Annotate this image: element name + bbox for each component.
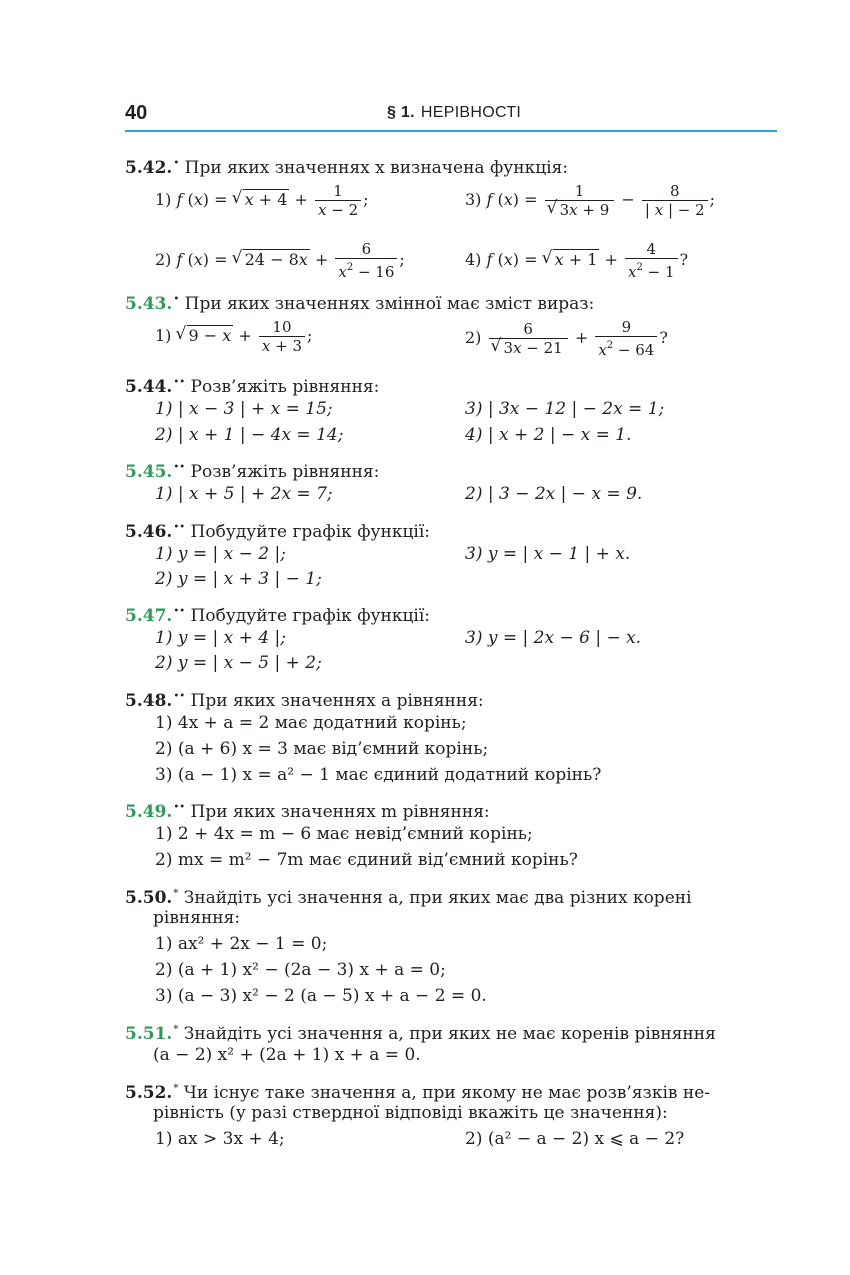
problem-5-45-heading: [125, 457, 379, 483]
problem-5-52-heading: [125, 1078, 710, 1104]
problem-text: При яких значеннях a рівняння:: [190, 691, 484, 711]
problem-text: При яких значеннях змінної має зміст вираз:: [184, 294, 595, 314]
problem-number: 5.48.: [125, 691, 173, 711]
problem-text: Побудуйте графік функції:: [190, 522, 430, 542]
problem-number: 5.45.: [125, 462, 173, 482]
page-number: 40: [125, 102, 148, 124]
problem-number: 5.42.: [125, 158, 173, 178]
problem-item: 2) (a² − a − 2) x ⩽ a − 2?: [465, 1129, 685, 1149]
problem-item: 3) (a − 3) x² − 2 (a − 5) x + a − 2 = 0.: [155, 986, 487, 1006]
difficulty-mark: ••: [173, 691, 186, 702]
problem-item: 2) (a + 6) x = 3 має від’ємний корінь;: [155, 739, 489, 759]
problem-text-continued: (a − 2) x² + (2a + 1) x + a = 0.: [153, 1045, 421, 1065]
problem-item: 4) | x + 2 | − x = 1.: [465, 425, 632, 445]
formula-5-42-1: 1) f (x) = √ x + 4 + $\frac{1}{x - 2}$ ;: [155, 182, 369, 219]
difficulty-mark: *: [173, 1024, 179, 1035]
formula-5-42-4: 4) f (x) = √ x + 1 + $\frac{4}{x^2 - 1}$ ?: [465, 240, 688, 281]
problem-number: 5.50.: [125, 888, 173, 908]
problem-number: 5.44.: [125, 377, 173, 397]
difficulty-mark: •: [173, 294, 180, 305]
problem-item: 2) | 3 − 2x | − x = 9.: [465, 484, 643, 504]
problem-5-44-heading: [125, 372, 379, 398]
problem-text: Знайдіть усі значення a, при яких має два різних корені: [183, 888, 692, 908]
formula-5-43-2: 2) 6 √ 3x − 21 + $\frac{9}{x^2 - 64}$ ?: [465, 318, 668, 359]
problem-item: 1) 4x + a = 2 має додатний корінь;: [155, 713, 467, 733]
problem-item: 1) ax² + 2x − 1 = 0;: [155, 934, 328, 954]
problem-text: Побудуйте графік функції:: [190, 606, 430, 626]
problem-item: 3) y = | 2x − 6 | − x.: [465, 628, 642, 648]
problem-item: 3) | 3x − 12 | − 2x = 1;: [465, 399, 665, 419]
problem-text: Розв’яжіть рівняння:: [190, 462, 380, 482]
problem-item: 1) ax > 3x + 4;: [155, 1129, 285, 1149]
problem-number: 5.51.: [125, 1024, 173, 1044]
problem-item: 1) y = | x − 2 |;: [155, 544, 286, 564]
problem-item: 2) y = | x − 5 | + 2;: [155, 653, 322, 673]
problem-item: 2) y = | x + 3 | − 1;: [155, 569, 322, 589]
formula-5-43-1: 1) √ 9 − x + $\frac{10}{x + 3}$ ;: [155, 318, 312, 355]
problem-item: 1) | x − 3 | + x = 15;: [155, 399, 333, 419]
problem-5-49-heading: [125, 797, 490, 823]
problem-number: 5.47.: [125, 606, 173, 626]
problem-text: При яких значеннях x визначена функція:: [184, 158, 569, 178]
problem-text: Знайдіть усі значення a, при яких не має коренів рівняння: [183, 1024, 716, 1044]
problem-item: 1) y = | x + 4 |;: [155, 628, 286, 648]
problem-text-continued: рівність (у разі ствердної відповіді вкажіть це значення):: [153, 1103, 668, 1123]
problem-5-48-heading: [125, 686, 484, 712]
section-title: НЕРІВНОСТІ: [420, 104, 522, 121]
page-header: [125, 100, 777, 132]
problem-item: 2) mx = m² − 7m має єдиний від’ємний корінь?: [155, 850, 578, 870]
problem-number: 5.52.: [125, 1083, 173, 1103]
problem-5-47-heading: [125, 601, 430, 627]
problem-text: Розв’яжіть рівняння:: [190, 377, 380, 397]
problem-text: Чи існує таке значення a, при якому не має розв’язків не-: [183, 1083, 710, 1103]
problem-5-42-heading: [125, 153, 568, 179]
problem-5-46-heading: [125, 517, 430, 543]
difficulty-mark: ••: [173, 606, 186, 617]
problem-5-50-heading: [125, 883, 692, 909]
difficulty-mark: *: [173, 888, 179, 899]
difficulty-mark: •: [173, 158, 180, 169]
difficulty-mark: *: [173, 1083, 179, 1094]
difficulty-mark: ••: [173, 522, 186, 533]
difficulty-mark: ••: [173, 377, 186, 388]
problem-number: 5.49.: [125, 802, 173, 822]
problem-5-51-heading: [125, 1019, 716, 1045]
formula-5-42-3: 3) f (x) = 1 √ 3x + 9 − $\frac{8}{| x | - 2}$ ;: [465, 182, 715, 219]
problem-item: 3) y = | x − 1 | + x.: [465, 544, 631, 564]
formula-5-42-2: 2) f (x) = √ 24 − 8x + $\frac{6}{x^2 - 16}$ ;: [155, 240, 405, 281]
problem-item: 1) | x + 5 | + 2x = 7;: [155, 484, 333, 504]
problem-number: 5.43.: [125, 294, 173, 314]
problem-number: 5.46.: [125, 522, 173, 542]
section-number: § 1.: [387, 104, 415, 121]
problem-item: 3) (a − 1) x = a² − 1 має єдиний додатний корінь?: [155, 765, 602, 785]
difficulty-mark: ••: [173, 462, 186, 473]
problem-item: 1) 2 + 4x = m − 6 має невід’ємний корінь;: [155, 824, 533, 844]
problem-item: 2) | x + 1 | − 4x = 14;: [155, 425, 344, 445]
problem-5-43-heading: [125, 289, 594, 315]
running-head: [387, 104, 521, 122]
problem-text: При яких значеннях m рівняння:: [190, 802, 490, 822]
difficulty-mark: ••: [173, 802, 186, 813]
problem-item: 2) (a + 1) x² − (2a − 3) x + a = 0;: [155, 960, 446, 980]
problem-text-continued: рівняння:: [153, 908, 241, 928]
